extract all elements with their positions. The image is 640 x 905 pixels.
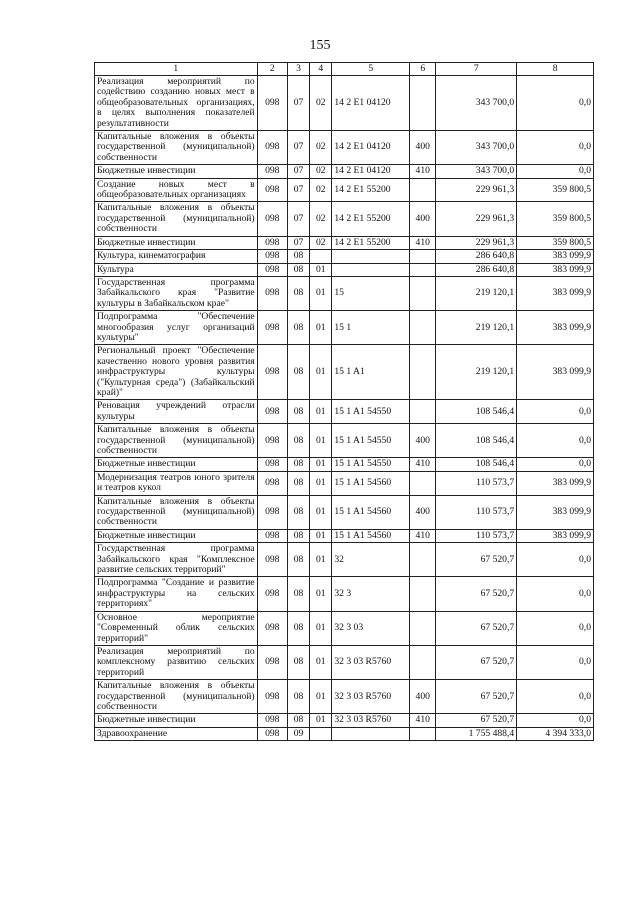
section-code-cell: 08 bbox=[287, 458, 309, 471]
table-row bbox=[95, 727, 594, 740]
target-article-cell: 15 1 bbox=[332, 311, 410, 345]
expense-type-cell bbox=[410, 471, 436, 495]
section-code-cell: 08 bbox=[287, 714, 309, 727]
subsection-code-cell: 01 bbox=[310, 577, 332, 611]
subsection-code-cell: 01 bbox=[310, 263, 332, 276]
ministry-code-cell: 098 bbox=[257, 424, 287, 458]
section-code-cell: 07 bbox=[287, 178, 309, 202]
amount-cell: 286 640,8 bbox=[436, 263, 517, 276]
amount-cell: 219 120,1 bbox=[436, 311, 517, 345]
section-code-cell: 08 bbox=[287, 424, 309, 458]
expense-type-cell: 410 bbox=[410, 529, 436, 542]
subsection-code-cell: 02 bbox=[310, 131, 332, 165]
expense-type-cell bbox=[410, 311, 436, 345]
subsection-code-cell: 02 bbox=[310, 178, 332, 202]
amount-cell: 67 520,7 bbox=[436, 680, 517, 714]
amount-cell: 67 520,7 bbox=[436, 577, 517, 611]
target-article-cell: 15 1 A1 54550 bbox=[332, 424, 410, 458]
ministry-code-cell: 098 bbox=[257, 471, 287, 495]
target-article-cell: 14 2 E1 55200 bbox=[332, 202, 410, 236]
amount-cell: 343 700,0 bbox=[436, 165, 517, 178]
row-name-cell: Реализация мероприятий по комплексному развитию сельских территорий bbox=[95, 645, 258, 679]
amount-cell: 67 520,7 bbox=[436, 714, 517, 727]
section-code-cell: 08 bbox=[287, 311, 309, 345]
row-name-cell: Бюджетные инвестиции bbox=[95, 165, 258, 178]
ministry-code-cell: 098 bbox=[257, 611, 287, 645]
section-code-cell: 08 bbox=[287, 529, 309, 542]
row-name-cell: Капитальные вложения в объекты государственной (муниципальной) собственности bbox=[95, 202, 258, 236]
expense-type-cell bbox=[410, 543, 436, 577]
amount-cell: 108 546,4 bbox=[436, 458, 517, 471]
header-cell: 6 bbox=[410, 63, 436, 76]
row-name-cell: Основное мероприятие "Современный облик сельских территорий" bbox=[95, 611, 258, 645]
amount-cell: 110 573,7 bbox=[436, 529, 517, 542]
amount-cell: 383 099,9 bbox=[517, 311, 594, 345]
row-name-cell: Здравоохранение bbox=[95, 727, 258, 740]
subsection-code-cell: 01 bbox=[310, 458, 332, 471]
amount-cell: 359 800,5 bbox=[517, 236, 594, 249]
amount-cell: 0,0 bbox=[517, 680, 594, 714]
target-article-cell: 14 2 E1 04120 bbox=[332, 131, 410, 165]
expense-type-cell bbox=[410, 727, 436, 740]
target-article-cell: 15 1 A1 54560 bbox=[332, 529, 410, 542]
expense-type-cell: 410 bbox=[410, 458, 436, 471]
amount-cell: 383 099,9 bbox=[517, 529, 594, 542]
amount-cell: 219 120,1 bbox=[436, 276, 517, 310]
expense-type-cell: 410 bbox=[410, 236, 436, 249]
amount-cell: 0,0 bbox=[517, 424, 594, 458]
row-name-cell: Капитальные вложения в объекты государственной (муниципальной) собственности bbox=[95, 131, 258, 165]
subsection-code-cell: 02 bbox=[310, 202, 332, 236]
target-article-cell bbox=[332, 727, 410, 740]
amount-cell: 383 099,9 bbox=[517, 250, 594, 263]
amount-cell: 0,0 bbox=[517, 458, 594, 471]
target-article-cell: 15 1 A1 54550 bbox=[332, 400, 410, 424]
amount-cell: 0,0 bbox=[517, 165, 594, 178]
subsection-code-cell: 01 bbox=[310, 714, 332, 727]
amount-cell: 383 099,9 bbox=[517, 276, 594, 310]
amount-cell: 0,0 bbox=[517, 543, 594, 577]
section-code-cell: 08 bbox=[287, 611, 309, 645]
table-row bbox=[95, 645, 594, 679]
amount-cell: 67 520,7 bbox=[436, 645, 517, 679]
table-row bbox=[95, 680, 594, 714]
subsection-code-cell: 01 bbox=[310, 471, 332, 495]
table-row bbox=[95, 400, 594, 424]
amount-cell: 286 640,8 bbox=[436, 250, 517, 263]
ministry-code-cell: 098 bbox=[257, 400, 287, 424]
amount-cell: 383 099,9 bbox=[517, 345, 594, 400]
ministry-code-cell: 098 bbox=[257, 250, 287, 263]
subsection-code-cell: 01 bbox=[310, 645, 332, 679]
subsection-code-cell: 01 bbox=[310, 424, 332, 458]
amount-cell: 383 099,9 bbox=[517, 495, 594, 529]
amount-cell: 108 546,4 bbox=[436, 424, 517, 458]
table-row bbox=[95, 345, 594, 400]
table-row bbox=[95, 131, 594, 165]
subsection-code-cell: 01 bbox=[310, 529, 332, 542]
section-code-cell: 09 bbox=[287, 727, 309, 740]
target-article-cell: 15 bbox=[332, 276, 410, 310]
section-code-cell: 07 bbox=[287, 236, 309, 249]
expense-type-cell bbox=[410, 345, 436, 400]
section-code-cell: 08 bbox=[287, 577, 309, 611]
expense-type-cell bbox=[410, 76, 436, 131]
target-article-cell: 32 3 03 R5760 bbox=[332, 680, 410, 714]
row-name-cell: Создание новых мест в общеобразовательных организациях bbox=[95, 178, 258, 202]
amount-cell: 229 961,3 bbox=[436, 236, 517, 249]
row-name-cell: Подпрограмма "Создание и развитие инфраструктуры на сельских территориях" bbox=[95, 577, 258, 611]
row-name-cell: Государственная программа Забайкальского края "Развитие культуры в Забайкальском крае" bbox=[95, 276, 258, 310]
target-article-cell: 14 2 E1 55200 bbox=[332, 236, 410, 249]
target-article-cell: 14 2 E1 04120 bbox=[332, 165, 410, 178]
table-row bbox=[95, 543, 594, 577]
amount-cell: 343 700,0 bbox=[436, 131, 517, 165]
section-code-cell: 07 bbox=[287, 165, 309, 178]
ministry-code-cell: 098 bbox=[257, 76, 287, 131]
header-cell: 8 bbox=[517, 63, 594, 76]
row-name-cell: Реализация мероприятий по содействию созданию новых мест в общеобразовательных организациях, в целях выполнения показателей результативности bbox=[95, 76, 258, 131]
amount-cell: 67 520,7 bbox=[436, 543, 517, 577]
ministry-code-cell: 098 bbox=[257, 165, 287, 178]
amount-cell: 359 800,5 bbox=[517, 202, 594, 236]
expense-type-cell bbox=[410, 611, 436, 645]
amount-cell: 4 394 333,0 bbox=[517, 727, 594, 740]
amount-cell: 229 961,3 bbox=[436, 178, 517, 202]
header-row bbox=[95, 63, 594, 76]
target-article-cell: 32 3 03 R5760 bbox=[332, 714, 410, 727]
row-name-cell: Подпрограмма "Обеспечение многообразия услуг организаций культуры" bbox=[95, 311, 258, 345]
expense-type-cell bbox=[410, 645, 436, 679]
section-code-cell: 07 bbox=[287, 76, 309, 131]
row-name-cell: Капитальные вложения в объекты государственной (муниципальной) собственности bbox=[95, 680, 258, 714]
table-body bbox=[95, 76, 594, 741]
table-row bbox=[95, 165, 594, 178]
ministry-code-cell: 098 bbox=[257, 345, 287, 400]
target-article-cell: 32 bbox=[332, 543, 410, 577]
expense-type-cell bbox=[410, 276, 436, 310]
row-name-cell: Бюджетные инвестиции bbox=[95, 529, 258, 542]
amount-cell: 343 700,0 bbox=[436, 76, 517, 131]
amount-cell: 0,0 bbox=[517, 400, 594, 424]
expense-type-cell: 410 bbox=[410, 714, 436, 727]
ministry-code-cell: 098 bbox=[257, 131, 287, 165]
subsection-code-cell: 01 bbox=[310, 543, 332, 577]
table-row bbox=[95, 424, 594, 458]
amount-cell: 359 800,5 bbox=[517, 178, 594, 202]
amount-cell: 0,0 bbox=[517, 76, 594, 131]
row-name-cell: Бюджетные инвестиции bbox=[95, 714, 258, 727]
ministry-code-cell: 098 bbox=[257, 178, 287, 202]
target-article-cell: 15 1 A1 54550 bbox=[332, 458, 410, 471]
amount-cell: 229 961,3 bbox=[436, 202, 517, 236]
table-row bbox=[95, 178, 594, 202]
expense-type-cell: 410 bbox=[410, 165, 436, 178]
ministry-code-cell: 098 bbox=[257, 311, 287, 345]
row-name-cell: Капитальные вложения в объекты государственной (муниципальной) собственности bbox=[95, 424, 258, 458]
amount-cell: 0,0 bbox=[517, 577, 594, 611]
section-code-cell: 08 bbox=[287, 276, 309, 310]
subsection-code-cell: 01 bbox=[310, 400, 332, 424]
target-article-cell: 15 1 A1 bbox=[332, 345, 410, 400]
ministry-code-cell: 098 bbox=[257, 263, 287, 276]
section-code-cell: 07 bbox=[287, 202, 309, 236]
expense-type-cell: 400 bbox=[410, 131, 436, 165]
section-code-cell: 08 bbox=[287, 250, 309, 263]
expense-type-cell bbox=[410, 577, 436, 611]
ministry-code-cell: 098 bbox=[257, 645, 287, 679]
table-row bbox=[95, 458, 594, 471]
expense-type-cell: 400 bbox=[410, 495, 436, 529]
section-code-cell: 08 bbox=[287, 543, 309, 577]
expense-type-cell bbox=[410, 178, 436, 202]
section-code-cell: 08 bbox=[287, 263, 309, 276]
row-name-cell: Бюджетные инвестиции bbox=[95, 458, 258, 471]
subsection-code-cell: 01 bbox=[310, 611, 332, 645]
ministry-code-cell: 098 bbox=[257, 236, 287, 249]
expense-type-cell bbox=[410, 250, 436, 263]
ministry-code-cell: 098 bbox=[257, 680, 287, 714]
header-cell: 1 bbox=[95, 63, 258, 76]
amount-cell: 110 573,7 bbox=[436, 495, 517, 529]
subsection-code-cell: 02 bbox=[310, 165, 332, 178]
table-row bbox=[95, 250, 594, 263]
subsection-code-cell: 01 bbox=[310, 345, 332, 400]
table-row bbox=[95, 611, 594, 645]
ministry-code-cell: 098 bbox=[257, 202, 287, 236]
amount-cell: 383 099,9 bbox=[517, 263, 594, 276]
ministry-code-cell: 098 bbox=[257, 458, 287, 471]
target-article-cell: 14 2 E1 04120 bbox=[332, 76, 410, 131]
table-row bbox=[95, 471, 594, 495]
row-name-cell: Культура bbox=[95, 263, 258, 276]
subsection-code-cell: 01 bbox=[310, 276, 332, 310]
subsection-code-cell bbox=[310, 250, 332, 263]
expense-type-cell: 400 bbox=[410, 680, 436, 714]
row-name-cell: Культура, кинематография bbox=[95, 250, 258, 263]
subsection-code-cell: 02 bbox=[310, 236, 332, 249]
table-row bbox=[95, 202, 594, 236]
section-code-cell: 08 bbox=[287, 495, 309, 529]
table-row bbox=[95, 529, 594, 542]
row-name-cell: Реновация учреждений отрасли культуры bbox=[95, 400, 258, 424]
subsection-code-cell bbox=[310, 727, 332, 740]
amount-cell: 108 546,4 bbox=[436, 400, 517, 424]
table-row bbox=[95, 714, 594, 727]
amount-cell: 383 099,9 bbox=[517, 471, 594, 495]
amount-cell: 0,0 bbox=[517, 131, 594, 165]
target-article-cell bbox=[332, 250, 410, 263]
expense-type-cell bbox=[410, 263, 436, 276]
section-code-cell: 08 bbox=[287, 345, 309, 400]
ministry-code-cell: 098 bbox=[257, 727, 287, 740]
ministry-code-cell: 098 bbox=[257, 276, 287, 310]
expense-type-cell: 400 bbox=[410, 202, 436, 236]
header-cell: 7 bbox=[436, 63, 517, 76]
section-code-cell: 08 bbox=[287, 680, 309, 714]
row-name-cell: Капитальные вложения в объекты государственной (муниципальной) собственности bbox=[95, 495, 258, 529]
subsection-code-cell: 01 bbox=[310, 680, 332, 714]
row-name-cell: Бюджетные инвестиции bbox=[95, 236, 258, 249]
amount-cell: 0,0 bbox=[517, 645, 594, 679]
subsection-code-cell: 02 bbox=[310, 76, 332, 131]
ministry-code-cell: 098 bbox=[257, 543, 287, 577]
section-code-cell: 08 bbox=[287, 471, 309, 495]
amount-cell: 219 120,1 bbox=[436, 345, 517, 400]
amount-cell: 1 755 488,4 bbox=[436, 727, 517, 740]
amount-cell: 67 520,7 bbox=[436, 611, 517, 645]
target-article-cell: 15 1 A1 54560 bbox=[332, 495, 410, 529]
section-code-cell: 08 bbox=[287, 645, 309, 679]
row-name-cell: Государственная программа Забайкальского края "Комплексное развитие сельских территорий" bbox=[95, 543, 258, 577]
amount-cell: 0,0 bbox=[517, 611, 594, 645]
table-row bbox=[95, 495, 594, 529]
target-article-cell: 32 3 bbox=[332, 577, 410, 611]
section-code-cell: 08 bbox=[287, 400, 309, 424]
header-cell: 3 bbox=[287, 63, 309, 76]
target-article-cell: 32 3 03 bbox=[332, 611, 410, 645]
expense-type-cell bbox=[410, 400, 436, 424]
table-row bbox=[95, 311, 594, 345]
header-cell: 2 bbox=[257, 63, 287, 76]
ministry-code-cell: 098 bbox=[257, 577, 287, 611]
amount-cell: 0,0 bbox=[517, 714, 594, 727]
row-name-cell: Региональный проект "Обеспечение качественно нового уровня развития инфраструктуры культуры ("Культурная среда") (Забайкальский край)" bbox=[95, 345, 258, 400]
table-row bbox=[95, 263, 594, 276]
section-code-cell: 07 bbox=[287, 131, 309, 165]
ministry-code-cell: 098 bbox=[257, 495, 287, 529]
budget-table bbox=[94, 62, 594, 741]
table-row bbox=[95, 76, 594, 131]
header-cell: 5 bbox=[332, 63, 410, 76]
target-article-cell bbox=[332, 263, 410, 276]
target-article-cell: 15 1 A1 54560 bbox=[332, 471, 410, 495]
table-row bbox=[95, 236, 594, 249]
page-number: 155 bbox=[309, 38, 331, 53]
table-row bbox=[95, 577, 594, 611]
expense-type-cell: 400 bbox=[410, 424, 436, 458]
target-article-cell: 14 2 E1 55200 bbox=[332, 178, 410, 202]
subsection-code-cell: 01 bbox=[310, 311, 332, 345]
header-cell: 4 bbox=[310, 63, 332, 76]
row-name-cell: Модернизация театров юного зрителя и театров кукол bbox=[95, 471, 258, 495]
ministry-code-cell: 098 bbox=[257, 714, 287, 727]
target-article-cell: 32 3 03 R5760 bbox=[332, 645, 410, 679]
table-row bbox=[95, 276, 594, 310]
ministry-code-cell: 098 bbox=[257, 529, 287, 542]
subsection-code-cell: 01 bbox=[310, 495, 332, 529]
amount-cell: 110 573,7 bbox=[436, 471, 517, 495]
